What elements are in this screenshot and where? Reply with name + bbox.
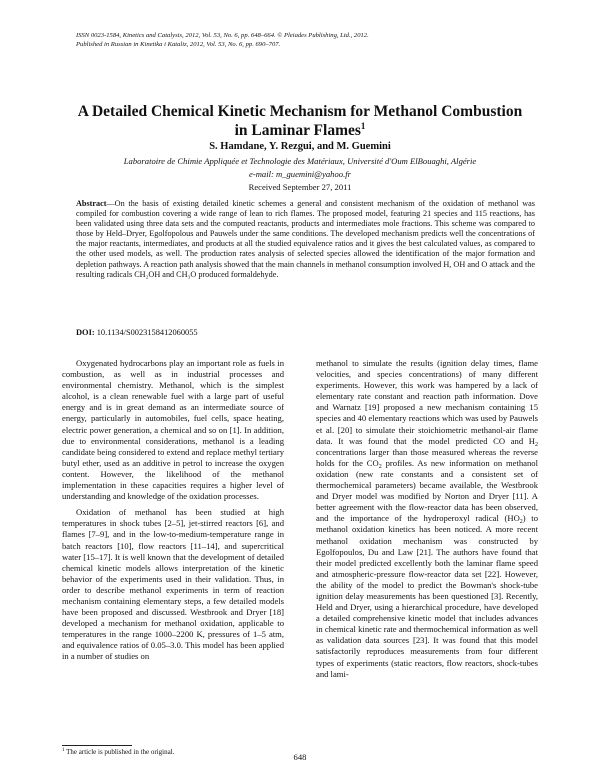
doi-label: DOI: bbox=[76, 328, 95, 337]
doi-value: 10.1134/S0023158412060055 bbox=[96, 328, 198, 337]
body-text: methanol to simulate the results (ignition delay times, flame velocities, and species concentrations) of many different experiments. However, this work was hampered by a lack of elementary rate constant and reaction path information. Dove and Warnatz [19] proposed a new mechanism containing 15 species and 40 elementary reactions which was used by Pauwels et al. [20] to simulate their stoichiometric methanol-air flame data. It was found that the model predicted CO and H bbox=[316, 358, 538, 446]
subscript: 2 bbox=[519, 519, 523, 526]
header-line-1: ISSN 0023-1584, Kinetics and Catalysis, 2012, Vol. 53, No. 6, pp. 648–664. © Pleiades Publishing, Ltd., 2012. bbox=[76, 32, 369, 39]
title-line-2-text: in Laminar Flames bbox=[234, 122, 361, 139]
affiliation: Laboratoire de Chimie Appliquée et Technologie des Matériaux, Université d'Oum ElBouaghi, Algérie bbox=[123, 156, 477, 166]
footnote-mark: 1 bbox=[62, 748, 65, 753]
header-line-2: Published in Russian in Kinetika i Kataliz, 2012, Vol. 53, No. 6, pp. 690–707. bbox=[76, 41, 281, 48]
body-text: ) to methanol oxidation kinetics has been noticed. A more recent methanol oxidation mechanism was constructed by Egolfopoulos, Du and Law [21]. The authors have found that their model predicted excellently both the laminar flame speed and atmospheric-pressure flow-reactor data set [22]. However, the ability of the model to predict the Bowman's shock-tube ignition delay measurements has been questioned [3]. Recently, Held and Dryer, using a hierarchical procedure, have developed a detailed comprehensive kinetic model that includes advances in chemical kinetic rate and thermochemical information as well as validation data sources [23]. It was found that this model satisfactorily reproduces measurements from four different types of experiments (static reactors, flow reactors, shock-tubes and lami- bbox=[316, 513, 538, 679]
body-text: concentrations larger than those measured whereas the reverse holds for the CO bbox=[316, 446, 538, 468]
body-paragraph: Oxidation of methanol has been studied at high temperatures in shock tubes [2–5], jet-stirred reactors [6], and flames [7–9], and in the low-to-medium-temperature range in batch reactors [10], flow reactors [11–14], and supercritical water [15–17]. It is well known that the development of detailed chemical kinetic models allows interpretation of the kinetic behavior of the experiments used in their validation. Thus, in order to describe methanol experiments in term of reaction mechanism containing elementary steps, a few detailed models have been proposed and discussed. Westbrook and Dryer [18] developed a mechanism for methanol oxidation, applicable to temperatures in the range 1000–2200 K, pressures of 1–5 atm, and equivalence ratios of 0.05–3.0. This model has been applied in a number of studies on bbox=[62, 507, 284, 662]
body-text: profiles. As new information on methanol oxidation (new rate constants and a consistent set of thermochemical parameters) became available, the Westbrook and Dryer model was modified by Norton and Dryer [11]. A better agreement with the flow-reactor data has been observed, and the importance of the hydroperoxyl radical (HO bbox=[316, 457, 538, 524]
body-column-left bbox=[62, 358, 284, 732]
body-paragraph bbox=[316, 358, 538, 680]
abstract-label: Abstract bbox=[76, 199, 107, 208]
subscript: 2 bbox=[378, 463, 382, 470]
body-column-right bbox=[316, 358, 538, 732]
journal-header bbox=[76, 31, 536, 49]
footnote-text: The article is published in the original. bbox=[66, 748, 175, 756]
authors: S. Hamdane, Y. Rezgui, and M. Guemini bbox=[209, 141, 391, 152]
title-line-2 bbox=[40, 121, 560, 140]
body-paragraph: Oxygenated hydrocarbons play an important role as fuels in combustion, as well as in industrial processes and environmental chemistry. Methanol, which is the simplest alcohol, is a clean renewable fuel with a large part of useful energy and is in great demand as an intermediate source of energy, particularly in automobiles, fuel cells, space heating, electric power generation, a chemical and so on [1]. In addition, due to environmental considerations, methanol is a leading candidate being considered to extend and replace methyl tertiary butyl ether, used as an additive in petrol to increase the oxygen content. However, the likelihood of the methanol implementation in these capacities requires a higher level of understanding and knowledge of the oxidation processes. bbox=[62, 358, 284, 502]
subscript: 2 bbox=[535, 441, 538, 448]
email: e-mail: m_guemini@yahoo.fr bbox=[249, 169, 351, 179]
article-title bbox=[40, 102, 560, 140]
abstract bbox=[76, 199, 535, 280]
footnote-rule bbox=[62, 745, 132, 746]
doi bbox=[76, 327, 535, 338]
title-line-1: A Detailed Chemical Kinetic Mechanism for Methanol Combustion bbox=[77, 103, 523, 120]
title-footnote-mark: 1 bbox=[360, 121, 366, 131]
abstract-text: —On the basis of existing detailed kinetic schemes a general and consistent mechanism of the oxidation of methanol was compiled for combustion covering a wide range of lean to rich flames. The proposed model, featuring 21 species and 115 reactions, has been validated using three data sets and the computed reactants, products and intermediates mole fractions. This scheme was compared to those by Held–Dryer, Egolfopolous and Pauwels under the same conditions. The developed mechanism predicts well the concentrations of the major reactants, intermediates, and products at all the studied equivalence ratios and it gives the best calculated values, as compared to the other used models, as well. The production rates analysis of selected species allowed the identification of the major formation and depletion pathways. A reaction path analysis showed that the main channels in methanol consumption involved H, OH and O attack and the resulting radicals CH₂OH and CH₃O produced formaldehyde. bbox=[76, 199, 535, 279]
page-number: 648 bbox=[293, 752, 307, 762]
footnote bbox=[62, 748, 292, 757]
received-date: Received September 27, 2011 bbox=[248, 182, 352, 192]
